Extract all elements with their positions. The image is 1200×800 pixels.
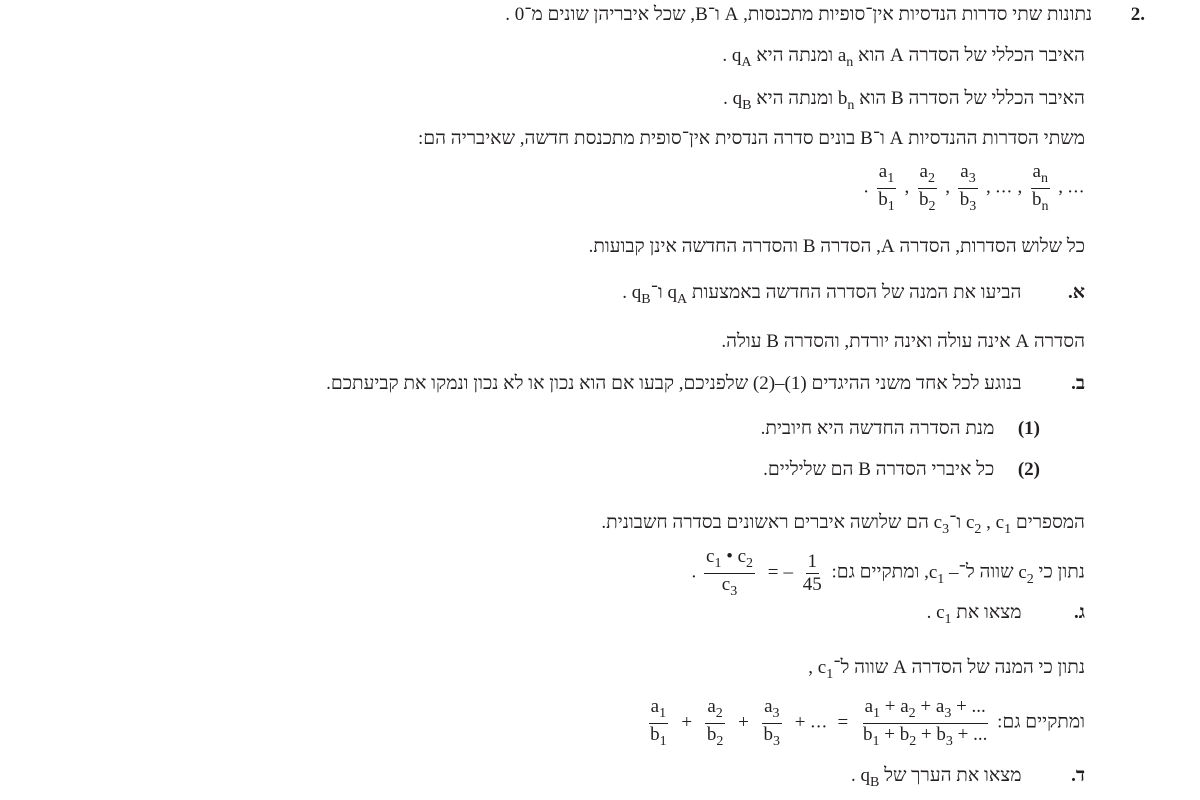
ratio-condition: נתון כי המנה של הסדרה A שווה $ל־c_1$ , <box>808 657 1085 682</box>
term-fraction-3: $\frac{a_3}{b_3}$ <box>959 161 977 214</box>
part-c: ג. מצאו את $c_1$ . <box>926 602 1085 627</box>
not-constant-statement: כל שלוש הסדרות, הסדרה A, הסדרה B והסדרה החדשה אינן קבועות. <box>588 236 1085 257</box>
statement-2: (2) כל איברי הסדרה B הם שליליים. <box>763 459 1040 480</box>
part-d-label: ד. <box>1071 765 1085 786</box>
arithmetic-sequence-statement: המספרים $c_1$ , $c_2$ $ו־c_3$ הם שלושה איברים ראשונים בסדרה חשבונית. <box>601 512 1085 537</box>
term-fraction-n: $\frac{a_n}{b_n}$ <box>1032 161 1049 214</box>
statement-1-number: (1) <box>1017 418 1040 439</box>
statement-1: (1) מנת הסדרה החדשה היא חיובית. <box>760 418 1040 439</box>
part-c-label: ג. <box>1073 602 1085 623</box>
monotonicity-statement: הסדרה A אינה עולה ואינה יורדת, והסדרה B עולה. <box>721 331 1085 352</box>
sequence-b-definition: האיבר הכללי של הסדרה B הוא $b_n$ ומנתה היא $q_B$ . <box>723 88 1085 113</box>
part-a-label: א. <box>1068 282 1085 303</box>
term-fraction-1: $\frac{a_1}{b_1}$ <box>878 161 895 214</box>
part-b: ב. בנוגע לכל אחד משני ההיגדים (1)–(2) שלפניכם, קבעו אם הוא נכון או לא נכון ונמקו את קביעתכם. <box>326 373 1085 394</box>
given-equation: . $\frac{c_1 • c_2}{c_3}$ = – $\frac{1}{45}$ <box>691 546 822 599</box>
new-sequence-description: משתי הסדרות ההנדסיות A ו־B בונים סדרה הנדסית אין־סופית מתכנסת חדשה, שאיבריה הם: <box>417 128 1085 149</box>
new-sequence-terms: . $\frac{a_1}{b_1}$ , $\frac{a_2}{b_2}$ , $\frac{a_3}{b_3}$ , ... , $\frac{a_n}{b_n}$ , ... <box>863 161 1085 214</box>
sum-equation: ומתקיים גם: $\frac{a_1}{b_1}$ + $\frac{a_2}{b_2}$ + $\frac{a_3}{b_3}$ + ... = $\frac{a_1 + a_2 + a_3 + ...}{b_1 + b_2 + b_3 + ...}$ <box>650 696 1085 749</box>
part-d: ד. מצאו את הערך של $q_B$ . <box>850 765 1085 790</box>
part-a: א. הביעו את המנה של הסדרה החדשה באמצעות $q_A$ $ו־q_B$ . <box>622 282 1085 307</box>
statement-2-number: (2) <box>1017 459 1040 480</box>
question-number: .2 <box>1130 4 1145 25</box>
sequence-a-definition: האיבר הכללי של הסדרה A הוא $a_n$ ומנתה היא $q_A$ . <box>722 45 1085 70</box>
part-b-label: ב. <box>1071 373 1085 394</box>
question-intro: .2 נתונות שתי סדרות הנדסיות אין־סופיות מתכנסות, A ו־B, שכל איבריהן שונים מ־0 . <box>505 4 1145 25</box>
term-fraction-2: $\frac{a_2}{b_2}$ <box>919 161 936 214</box>
given-condition: נתון כי $c_2$ שווה ל־– $c_1$, ומתקיים גם: . $\frac{c_1 • c_2}{c_3}$ = – $\frac{1}{45}$ <box>691 546 1085 599</box>
